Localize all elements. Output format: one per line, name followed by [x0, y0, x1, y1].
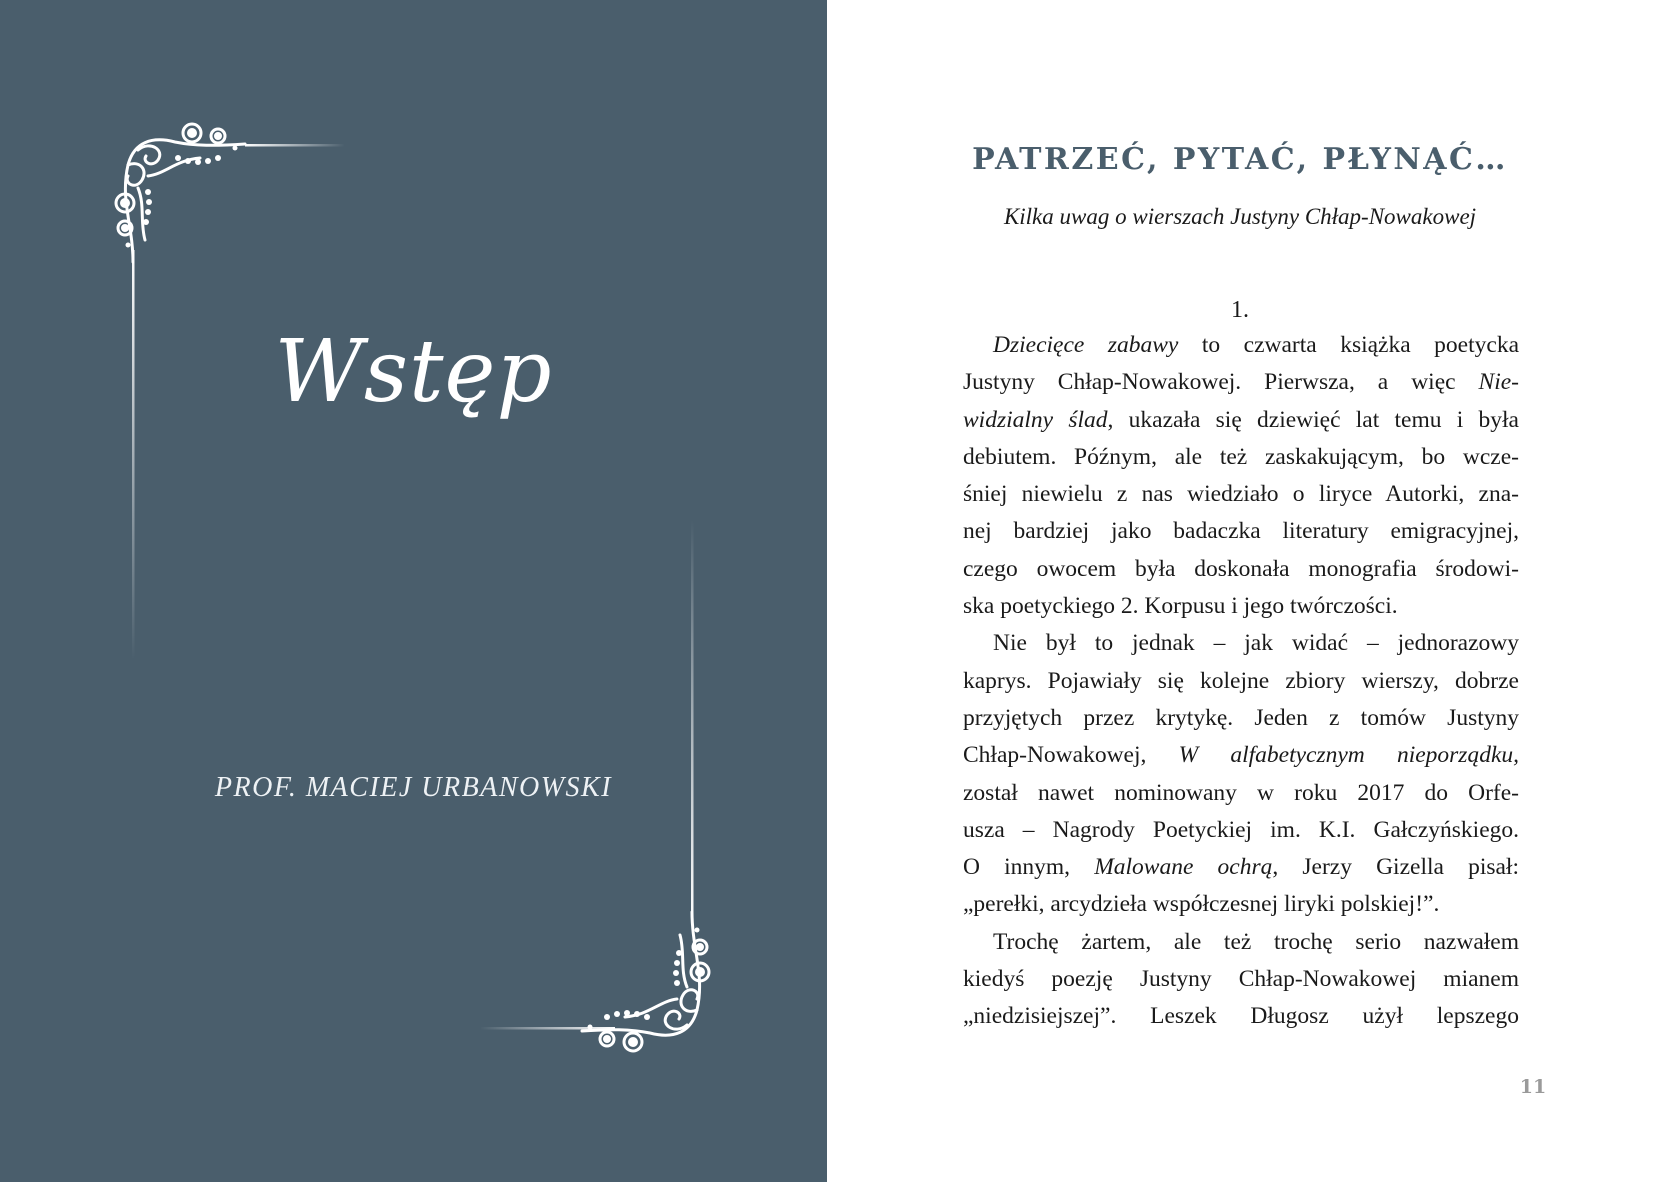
text-segment: usza – Nagrody Poetyckiej im. K.I. Gałczyńskiego.: [963, 816, 1519, 843]
text-segment: śniej niewielu z nas wiedziało o liryce Autorki, zna-: [963, 481, 1519, 508]
italic-title-segment: Dziecięce zabawy: [993, 332, 1179, 358]
text-segment: , Jerzy Gizella pisał:: [1272, 854, 1519, 881]
filigree-corner-ornament-icon: [116, 124, 245, 262]
text-segment: „perełki, arcydzieła współczesnej liryki polskiej!”.: [963, 891, 1440, 918]
text-segment: kaprys. Pojawiały się kolejne zbiory wierszy, dobrze: [963, 667, 1519, 694]
text-segment: to czwarta książka poetycka: [1178, 332, 1519, 358]
text-segment: Nie był to jednak – jak widać – jednorazowy: [993, 630, 1519, 657]
text-segment: Chłap-Nowakowej,: [963, 742, 1179, 769]
body-line: [963, 961, 1519, 998]
text-segment: ska poetyckiego 2. Korpusu i jego twórczości.: [963, 593, 1398, 620]
page-number: 11: [1519, 1076, 1547, 1098]
text-segment: Trochę żartem, ale też trochę serio nazwałem: [993, 928, 1519, 955]
text-segment: , ukazała się dziewięć lat temu i była: [1107, 406, 1519, 433]
body-line: [963, 700, 1519, 737]
italic-title-segment: Malowane ochrą: [1094, 854, 1273, 881]
body-line: [963, 551, 1519, 588]
text-segment: czego owocem była doskonała monografia środowi-: [963, 555, 1519, 582]
text-segment: „niedzisiejszej”. Leszek Długosz użył lepszego: [963, 1003, 1519, 1030]
text-segment: debiutem. Późnym, ale też zaskakującym, bo wcze-: [963, 443, 1519, 470]
body-line: [963, 364, 1519, 401]
body-line: [963, 775, 1519, 812]
frame-line-right: [691, 520, 694, 920]
body-line: [963, 625, 1519, 662]
text-segment: kiedyś poezję Justyny Chłap-Nowakowej mianem: [963, 966, 1519, 993]
essay-title: PATRZEĆ, PYTAĆ, PŁYNĄĆ…: [972, 142, 1508, 177]
body-line: [963, 849, 1519, 886]
body-line: [963, 327, 1519, 364]
chapter-title: Wstęp: [274, 322, 553, 422]
text-segment: nej bardziej jako badaczka literatury emigracyjnej,: [963, 518, 1519, 545]
body-line: [963, 812, 1519, 849]
essay-subtitle: Kilka uwag o wierszach Justyny Chłap-Nowakowej: [1003, 204, 1477, 229]
body-line: [963, 663, 1519, 700]
body-line: [963, 737, 1519, 774]
body-line: [963, 998, 1519, 1035]
body-line: [963, 924, 1519, 961]
frame-line-left: [132, 250, 135, 660]
italic-title-segment: W alfabetycznym nieporządku,: [1178, 742, 1519, 769]
body-text: [963, 327, 1519, 1036]
text-segment: O innym,: [963, 854, 1095, 881]
section-number: 1.: [1231, 297, 1249, 323]
body-line: [963, 588, 1519, 625]
italic-title-segment: Nie-: [1478, 369, 1519, 396]
frame-line-top: [245, 144, 345, 147]
filigree-corner-ornament-icon: [582, 912, 709, 1051]
chapter-author: PROF. MACIEJ URBANOWSKI: [214, 772, 613, 803]
text-segment: przyjętych przez krytykę. Jeden z tomów Justyny: [963, 704, 1519, 731]
italic-title-segment: widzialny ślad: [963, 406, 1108, 433]
body-line: [963, 476, 1519, 513]
body-line: [963, 402, 1519, 439]
body-line: [963, 439, 1519, 476]
body-line: [963, 513, 1519, 550]
text-segment: Justyny Chłap-Nowakowej. Pierwsza, a więc: [963, 369, 1479, 396]
text-segment: został nawet nominowany w roku 2017 do Orfe-: [963, 779, 1519, 806]
body-line: [963, 886, 1519, 923]
